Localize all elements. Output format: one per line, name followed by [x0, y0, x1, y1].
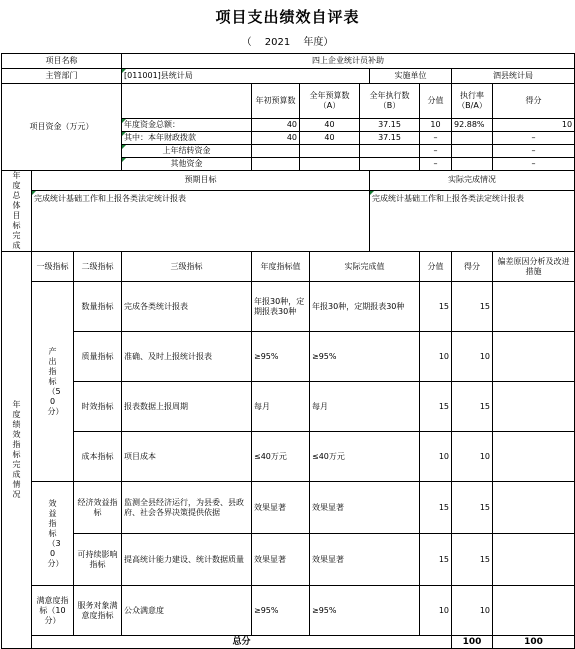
fund-score: – — [420, 145, 452, 158]
year-unit: 年度） — [303, 37, 334, 48]
target-cell: 每月 — [252, 382, 310, 432]
reason-cell — [493, 282, 575, 332]
goals-actual: 完成统计基础工作和上报各类法定统计报表 — [370, 190, 575, 252]
impl-value: 泗县统计局 — [452, 69, 575, 84]
total-points: 100 — [493, 636, 575, 649]
fund-exec — [360, 145, 420, 158]
total-label: 总分 — [32, 636, 452, 649]
actual-cell: ≥95% — [310, 586, 420, 636]
hdr-l3: 三级指标 — [122, 252, 252, 282]
l3-cell: 完成各类统计报表 — [122, 282, 252, 332]
reason-cell — [493, 432, 575, 482]
points-cell: 15 — [452, 534, 493, 586]
fund-name: 其中：本年财政拨款 — [122, 132, 252, 145]
reason-cell — [493, 382, 575, 432]
row-total — [2, 636, 575, 649]
fund-name: 年度资金总额： — [122, 119, 252, 132]
year-line — [0, 34, 575, 52]
perf-row — [2, 332, 575, 382]
fund-full: 40 — [300, 119, 360, 132]
row-funds-header — [2, 84, 575, 119]
row-goals-header — [2, 171, 575, 191]
actual-cell: ≤40万元 — [310, 432, 420, 482]
l1-satisfaction: 满意度指标（10分） — [32, 586, 74, 636]
l3-cell: 提高统计能力建设、统计数据质量 — [122, 534, 252, 586]
fund-rate — [452, 158, 493, 171]
fund-exec: 37.15 — [360, 132, 420, 145]
year-value: 2021 — [264, 37, 291, 48]
target-cell: ≥95% — [252, 586, 310, 636]
hdr-exec: 全年执行数（B） — [360, 84, 420, 119]
target-cell: ≤40万元 — [252, 432, 310, 482]
perf-row — [2, 534, 575, 586]
fund-points: – — [493, 145, 575, 158]
perf-row — [2, 482, 575, 534]
fund-name: 其他资金 — [122, 158, 252, 171]
impl-label: 实施单位 — [370, 69, 452, 84]
score-cell: 10 — [420, 332, 452, 382]
l2-cell: 数量指标 — [74, 282, 122, 332]
hdr-actual: 实际完成值 — [310, 252, 420, 282]
hdr-target: 年度指标值 — [252, 252, 310, 282]
fund-score: 10 — [420, 119, 452, 132]
score-cell: 10 — [420, 432, 452, 482]
goals-label: 年度总体目标完成 — [2, 171, 32, 252]
score-cell: 15 — [420, 534, 452, 586]
hdr-score: 分值 — [420, 84, 452, 119]
l1-output: 产出指标（50分） — [32, 282, 74, 482]
fund-rate: 92.88% — [452, 119, 493, 132]
evaluation-table — [1, 53, 575, 649]
hdr-perf-points: 得分 — [452, 252, 493, 282]
l2-cell: 时效指标 — [74, 382, 122, 432]
points-cell: 15 — [452, 282, 493, 332]
points-cell: 15 — [452, 482, 493, 534]
fund-exec: 37.15 — [360, 119, 420, 132]
year-open: （ — [241, 37, 252, 48]
actual-cell: 每月 — [310, 382, 420, 432]
funds-label: 项目资金（万元） — [2, 84, 122, 171]
l3-cell: 准确、及时上报统计报表 — [122, 332, 252, 382]
fund-points: – — [493, 158, 575, 171]
l3-cell: 公众满意度 — [122, 586, 252, 636]
total-score: 100 — [452, 636, 493, 649]
row-dept — [2, 69, 575, 84]
fund-initial: 40 — [252, 119, 300, 132]
reason-cell — [493, 482, 575, 534]
hdr-reason: 偏差原因分析及改进措施 — [493, 252, 575, 282]
hdr-initial: 年初预算数 — [252, 84, 300, 119]
l1-benefit: 效益指标（30分） — [32, 482, 74, 586]
fund-initial — [252, 145, 300, 158]
fund-rate — [452, 145, 493, 158]
l3-cell: 报表数据上报周期 — [122, 382, 252, 432]
l2-cell: 成本指标 — [74, 432, 122, 482]
fund-full — [300, 145, 360, 158]
fund-full — [300, 158, 360, 171]
fund-name: 上年结转资金 — [122, 145, 252, 158]
l3-cell: 监测全县经济运行，为县委、县政府、社会各界决策提供依据 — [122, 482, 252, 534]
actual-cell: 效果显著 — [310, 482, 420, 534]
target-cell: 效果显著 — [252, 534, 310, 586]
target-cell: 效果显著 — [252, 482, 310, 534]
perf-row — [2, 382, 575, 432]
actual-cell: 年报30种，定期报表30种 — [310, 282, 420, 332]
project-value: 四上企业统计员补助 — [122, 54, 575, 69]
goals-expected: 完成统计基础工作和上报各类法定统计报表 — [32, 190, 370, 252]
goals-expected-header: 预期目标 — [32, 171, 370, 191]
l2-cell: 服务对象满意度指标 — [74, 586, 122, 636]
row-goals — [2, 190, 575, 252]
fund-rate — [452, 132, 493, 145]
reason-cell — [493, 586, 575, 636]
row-perf-header — [2, 252, 575, 282]
dept-value: [011001]县统计局 — [122, 69, 370, 84]
score-cell: 15 — [420, 382, 452, 432]
goals-actual-header: 实际完成情况 — [370, 171, 575, 191]
fund-exec — [360, 158, 420, 171]
fund-points: 10 — [493, 119, 575, 132]
score-cell: 10 — [420, 586, 452, 636]
reason-cell — [493, 332, 575, 382]
perf-row — [2, 432, 575, 482]
perf-row — [2, 586, 575, 636]
actual-cell: ≥95% — [310, 332, 420, 382]
sheet-title: 项目支出绩效自评表 — [215, 8, 360, 26]
fund-initial — [252, 158, 300, 171]
hdr-full-year: 全年预算数（A） — [300, 84, 360, 119]
fund-points: – — [493, 132, 575, 145]
fund-full: 40 — [300, 132, 360, 145]
hdr-points: 得分 — [493, 84, 575, 119]
target-cell: ≥95% — [252, 332, 310, 382]
score-cell: 15 — [420, 482, 452, 534]
perf-label: 年度绩效指标完成情况 — [2, 252, 32, 649]
points-cell: 15 — [452, 382, 493, 432]
hdr-l2: 二级指标 — [74, 252, 122, 282]
l2-cell: 可持续影响指标 — [74, 534, 122, 586]
reason-cell — [493, 534, 575, 586]
l2-cell: 经济效益指标 — [74, 482, 122, 534]
fund-score: – — [420, 132, 452, 145]
l2-cell: 质量指标 — [74, 332, 122, 382]
hdr-perf-score: 分值 — [420, 252, 452, 282]
hdr-l1: 一级指标 — [32, 252, 74, 282]
actual-cell: 效果显著 — [310, 534, 420, 586]
l3-cell: 项目成本 — [122, 432, 252, 482]
target-cell: 年报30种，定期报表30种 — [252, 282, 310, 332]
points-cell: 10 — [452, 332, 493, 382]
fund-initial: 40 — [252, 132, 300, 145]
perf-row — [2, 282, 575, 332]
score-cell: 15 — [420, 282, 452, 332]
points-cell: 10 — [452, 432, 493, 482]
dept-label: 主管部门 — [2, 69, 122, 84]
project-label: 项目名称 — [2, 54, 122, 69]
hdr-rate: 执行率（B/A） — [452, 84, 493, 119]
fund-score: – — [420, 158, 452, 171]
points-cell: 10 — [452, 586, 493, 636]
row-project — [2, 54, 575, 69]
